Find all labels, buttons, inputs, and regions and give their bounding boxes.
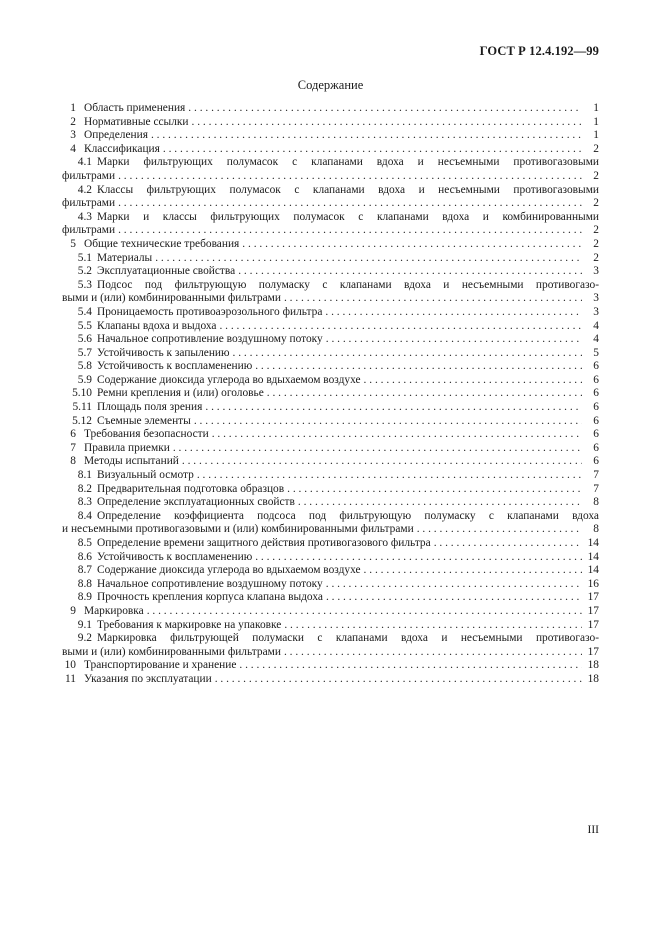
toc-entry <box>62 469 599 483</box>
toc-entry-number: 5.11 <box>72 401 92 414</box>
toc-entry-text-line2: выми и (или) комбинированными фильтрами <box>62 645 281 658</box>
toc-entry <box>62 102 599 116</box>
toc-entry-page: 6 <box>593 441 599 454</box>
dot-leader <box>326 333 582 347</box>
toc-entry-number: 5.3 <box>77 278 92 291</box>
toc-entry-page: 8 <box>593 523 599 536</box>
toc-entry-number: 9.1 <box>77 618 92 631</box>
toc-entry-page: 3 <box>593 292 599 305</box>
toc-entry <box>62 496 599 510</box>
toc-entry-text-line2: выми и (или) комбинированными фильтрами <box>62 292 281 305</box>
toc-entry <box>62 374 599 388</box>
toc-entry-page: 4 <box>593 319 599 332</box>
toc-entry-page: 6 <box>593 414 599 427</box>
toc-entry-text: Устойчивость к запылению <box>97 346 230 359</box>
dot-leader <box>233 347 582 361</box>
toc-entry-number: 9 <box>70 604 76 617</box>
toc-entry-text: Требования безопасности <box>84 428 209 441</box>
toc-entry-text: Указания по эксплуатации <box>84 672 212 685</box>
toc-entry-page: 5 <box>593 346 599 359</box>
toc-entry-page: 17 <box>587 604 599 617</box>
dot-leader <box>417 523 582 537</box>
toc-entry-number: 8.9 <box>77 591 92 604</box>
toc-entry-number: 9.2 <box>77 632 92 645</box>
toc-entry-text-line1: Марки фильтрующих полумасок с клапанами вдоха и несъемными противогазовыми <box>97 156 599 169</box>
toc-entry-text: Требования к маркировке на упаковке <box>97 618 282 631</box>
dot-leader <box>163 143 582 157</box>
toc-entry-number: 8.4 <box>77 509 92 522</box>
dot-leader <box>287 483 582 497</box>
toc-entry <box>62 537 599 551</box>
toc-entry <box>62 184 599 211</box>
toc-entry-number: 5.12 <box>72 414 92 427</box>
toc-entry <box>62 265 599 279</box>
toc-entry-page: 7 <box>593 469 599 482</box>
toc-entry-page: 2 <box>593 224 599 237</box>
toc-entry-number: 5.5 <box>77 319 92 332</box>
toc-entry <box>62 428 599 442</box>
toc-entry <box>62 442 599 456</box>
toc-entry-text: Общие технические требования <box>84 237 240 250</box>
toc-entry-number: 4.1 <box>77 156 92 169</box>
toc-entry-text: Маркировка <box>84 604 144 617</box>
dot-leader <box>239 659 582 673</box>
dot-leader <box>284 619 582 633</box>
toc-entry-page: 2 <box>593 197 599 210</box>
toc-entry-page: 2 <box>593 142 599 155</box>
dot-leader <box>192 116 582 130</box>
toc-entry-text: Содержание диоксида углерода во вдыхаемом воздухе <box>97 373 361 386</box>
toc-entry-text: Проницаемость противоаэрозольного фильтра <box>97 305 323 318</box>
toc-entry <box>62 252 599 266</box>
toc-entry-page: 6 <box>593 455 599 468</box>
toc-entry-number: 10 <box>64 659 76 672</box>
dot-leader <box>364 564 582 578</box>
toc-entry <box>62 387 599 401</box>
dot-leader <box>215 673 582 687</box>
toc-entry-number: 4 <box>70 142 76 155</box>
dot-leader <box>118 197 582 211</box>
dot-leader <box>151 129 582 143</box>
toc-entry <box>62 415 599 429</box>
toc-entry-number: 4.3 <box>77 210 92 223</box>
toc-entry-text: Правила приемки <box>84 441 170 454</box>
toc-entry-page: 1 <box>593 102 599 114</box>
toc-entry-number: 8.3 <box>77 496 92 509</box>
dot-leader <box>118 170 582 184</box>
toc-entry-page: 17 <box>587 645 599 658</box>
toc-entry-number: 5.1 <box>77 251 92 264</box>
toc-entry <box>62 143 599 157</box>
dot-leader <box>173 442 582 456</box>
toc-entry-text: Предварительная подготовка образцов <box>97 482 285 495</box>
dot-leader <box>155 252 582 266</box>
toc-entry-page: 7 <box>593 482 599 495</box>
toc-entry <box>62 401 599 415</box>
dot-leader <box>267 387 582 401</box>
toc-entry-page: 14 <box>587 537 599 549</box>
toc-entry-text: Устойчивость к воспламенению <box>97 550 253 563</box>
toc-entry-number: 8.2 <box>77 482 92 495</box>
dot-leader <box>284 646 582 660</box>
toc-entry <box>62 564 599 578</box>
toc-entry-number: 7 <box>70 441 76 454</box>
toc-entry <box>62 455 599 469</box>
dot-leader <box>194 415 582 429</box>
toc-entry <box>62 673 599 687</box>
toc-entry <box>62 483 599 497</box>
toc-entry <box>62 320 599 334</box>
toc-entry-number: 5 <box>70 237 76 250</box>
toc-entry-text: Начальное сопротивление воздушному потоку <box>97 577 323 590</box>
toc-entry-text: Классификация <box>84 142 160 155</box>
dot-leader <box>238 265 582 279</box>
toc-entry-number: 5.10 <box>72 387 92 400</box>
toc-entry <box>62 129 599 143</box>
toc-entry <box>62 605 599 619</box>
toc-entry-number: 2 <box>70 115 76 128</box>
toc-entry <box>62 578 599 592</box>
toc-entry-page: 6 <box>593 387 599 400</box>
toc-entry-number: 8.6 <box>77 550 92 563</box>
toc-entry <box>62 591 599 605</box>
toc-entry-number: 5.6 <box>77 333 92 346</box>
toc-entry-page: 3 <box>593 305 599 318</box>
toc-entry-page: 14 <box>587 550 599 563</box>
toc-entry-number: 3 <box>70 129 76 142</box>
toc-entry-page: 18 <box>587 672 599 685</box>
toc-entry <box>62 238 599 252</box>
toc-entry-page: 6 <box>593 360 599 373</box>
toc-entry-number: 5.2 <box>77 265 92 278</box>
toc-entry <box>62 279 599 306</box>
toc-entry-number: 1 <box>70 102 76 114</box>
toc-entry-number: 5.7 <box>77 346 92 359</box>
toc-entry <box>62 360 599 374</box>
toc-entry-page: 4 <box>593 333 599 346</box>
toc-entry <box>62 306 599 320</box>
toc-entry-text: Визуальный осмотр <box>97 469 194 482</box>
toc-entry-page: 6 <box>593 428 599 441</box>
toc-entry-text: Материалы <box>97 251 153 264</box>
toc-entry <box>62 659 599 673</box>
toc-entry-text: Нормативные ссылки <box>84 115 189 128</box>
toc-entry <box>62 619 599 633</box>
dot-leader <box>326 591 582 605</box>
toc-entry-text-line1: Определение коэффициента подсоса под фильтрующую полумаску с клапанами вдоха <box>97 509 599 522</box>
toc-entry-number: 8.7 <box>77 564 92 577</box>
toc-entry-page: 2 <box>593 237 599 250</box>
dot-leader <box>434 537 582 551</box>
toc-entry-text-line2: фильтрами <box>62 224 116 237</box>
toc-entry-page: 2 <box>593 251 599 264</box>
toc-entry <box>62 510 599 537</box>
dot-leader <box>182 455 582 469</box>
dot-leader <box>188 102 582 116</box>
toc-entry-number: 5.9 <box>77 373 92 386</box>
toc-entry <box>62 116 599 130</box>
toc-entry-text: Определение времени защитного действия противогазового фильтра <box>97 537 431 549</box>
dot-leader <box>298 496 582 510</box>
toc-entry-page: 2 <box>593 169 599 182</box>
dot-leader <box>147 605 582 619</box>
toc-entry-page: 6 <box>593 401 599 414</box>
dot-leader <box>197 469 582 483</box>
toc-entry-text: Клапаны вдоха и выдоха <box>97 319 217 332</box>
toc-entry-page: 8 <box>593 496 599 509</box>
toc-entry-text-line2: фильтрами <box>62 197 116 210</box>
dot-leader <box>242 238 582 252</box>
toc-entry-text: Съемные элементы <box>97 414 191 427</box>
toc-entry-text: Эксплуатационные свойства <box>97 265 236 278</box>
toc-entry-page: 14 <box>587 564 599 577</box>
toc-entry-page: 18 <box>587 659 599 672</box>
toc-entry-number: 6 <box>70 428 76 441</box>
toc-entry-number: 8.5 <box>77 537 92 549</box>
toc-entry-text: Определение эксплуатационных свойств <box>97 496 295 509</box>
toc-entry-page: 1 <box>593 115 599 128</box>
toc-entry-number: 4.2 <box>77 183 92 196</box>
toc-entry-number: 8.8 <box>77 577 92 590</box>
page-title: Содержание <box>297 78 364 92</box>
toc-entry-text: Область применения <box>84 102 186 114</box>
toc-entry-text-line1: Подсос под фильтрующую полумаску с клапанами вдоха и несъемными противогазо- <box>97 278 599 291</box>
toc-entry-text: Определения <box>84 129 148 142</box>
toc-entry-text: Ремни крепления и (или) оголовье <box>97 387 264 400</box>
toc-entry-number: 5.4 <box>77 305 92 318</box>
dot-leader <box>284 292 582 306</box>
toc-entry-number: 11 <box>65 672 76 685</box>
toc-entry-page: 6 <box>593 373 599 386</box>
toc-entry-number: 8 <box>70 455 76 468</box>
toc-entry-text: Устойчивость к воспламенению <box>97 360 253 373</box>
toc-entry-number: 8.1 <box>77 469 92 482</box>
toc-entry-page: 17 <box>587 591 599 604</box>
toc-entry <box>62 551 599 565</box>
dot-leader <box>219 320 582 334</box>
dot-leader <box>325 306 582 320</box>
dot-leader <box>212 428 582 442</box>
dot-leader <box>326 578 582 592</box>
toc-entry-page: 16 <box>587 577 599 590</box>
toc-entry <box>62 333 599 347</box>
toc-entry-text: Прочность крепления корпуса клапана выдоха <box>97 591 323 604</box>
toc-entry-text-line2: фильтрами <box>62 169 116 182</box>
toc-entry-text: Начальное сопротивление воздушному потоку <box>97 333 323 346</box>
toc-entry-page: 1 <box>593 129 599 142</box>
toc-entry-page: 3 <box>593 265 599 278</box>
dot-leader <box>255 551 582 565</box>
table-of-contents <box>62 102 599 687</box>
toc-entry-text: Содержание диоксида углерода во вдыхаемом воздухе <box>97 564 361 577</box>
dot-leader <box>364 374 582 388</box>
dot-leader <box>205 401 582 415</box>
toc-entry-page: 17 <box>587 618 599 631</box>
dot-leader <box>255 360 582 374</box>
document-header: ГОСТ Р 12.4.192—99 <box>479 44 599 58</box>
toc-entry-text: Площадь поля зрения <box>97 401 203 414</box>
toc-entry-text-line1: Марки и классы фильтрующих полумасок с клапанами вдоха и комбинированными <box>97 210 599 223</box>
toc-entry-text-line1: Классы фильтрующих полумасок с клапанами вдоха и несъемными противогазовыми <box>97 183 599 196</box>
toc-entry <box>62 347 599 361</box>
toc-entry <box>62 632 599 659</box>
toc-entry <box>62 211 599 238</box>
toc-entry-text: Транспортирование и хранение <box>84 659 237 672</box>
toc-entry <box>62 156 599 183</box>
page-number: III <box>587 824 599 836</box>
toc-entry-number: 5.8 <box>77 360 92 373</box>
dot-leader <box>118 224 582 238</box>
toc-entry-text-line1: Маркировка фильтрующей полумаски с клапанами вдоха и несъемными противогазо- <box>97 632 599 645</box>
toc-entry-text: Методы испытаний <box>84 455 179 468</box>
toc-entry-text-line2: и несъемными противогазовыми и (или) комбинированными фильтрами <box>62 523 414 536</box>
